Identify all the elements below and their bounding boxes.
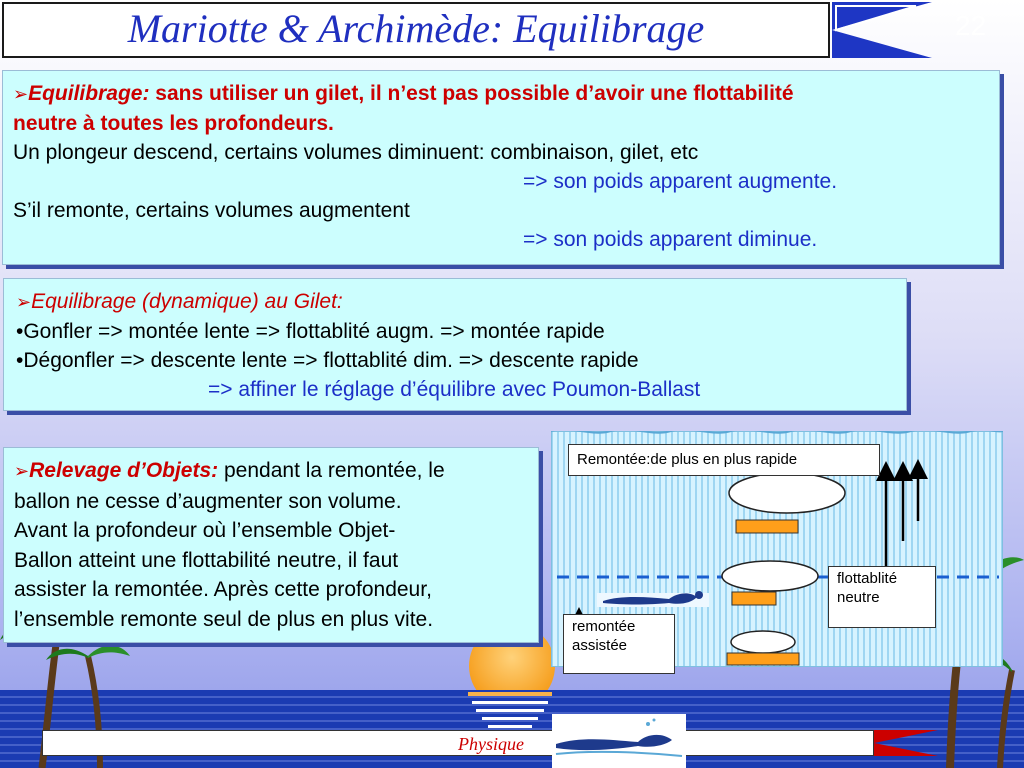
label-remontee-assistee: [563, 614, 675, 674]
footer-label: Physique: [458, 734, 524, 754]
label-assist-line-2: assistée: [572, 637, 628, 654]
relevage-panel: [3, 447, 539, 643]
relevage-line-5: assister la remontée. Après cette profondeur,: [14, 578, 432, 601]
diver-icon: [597, 591, 709, 607]
object-bottom-icon: [727, 653, 799, 665]
equilibrage-panel: [2, 70, 1000, 265]
relevage-line-6: l’ensemble remonte seul de plus en plus vite.: [14, 607, 434, 631]
balloon-medium-icon: [722, 561, 818, 591]
gilet-heading-line: [16, 287, 894, 317]
slide-title: Mariotte & Archimède: Equilibrage: [2, 2, 830, 58]
label-remontee-rapide: Remontée:de plus en plus rapide: [568, 444, 880, 476]
footer-pennant-icon: [874, 730, 938, 756]
equilibrage-line-5: S’il remonte, certains volumes augmentent: [13, 199, 410, 222]
balloon-small-icon: [731, 631, 795, 653]
arrow-bullet-icon: ➢: [13, 84, 29, 104]
gilet-conclusion: => affiner le réglage d’équilibre avec Poumon-Ballast: [208, 378, 701, 401]
gilet-heading: Equilibrage (dynamique) au Gilet:: [31, 290, 343, 313]
label-neutre-line-1: flottablité: [837, 570, 898, 587]
pennant-flag-icon: [832, 2, 932, 58]
equilibrage-line-1-text: sans utiliser un gilet, il n’est pas possible d’avoir une flottabilité: [149, 82, 794, 105]
equilibrage-line-2: neutre à toutes les profondeurs.: [13, 112, 334, 135]
arrow-bullet-icon: ➢: [16, 292, 32, 312]
label-neutre-line-2: neutre: [837, 589, 880, 606]
relevage-line-1-text: pendant la remontée, le: [218, 459, 445, 482]
diver-logo-icon: [552, 714, 686, 768]
equilibrage-line-4: => son poids apparent augmente.: [523, 170, 838, 193]
relevage-line-2: ballon ne cesse d’augmenter son volume.: [14, 489, 402, 513]
equilibrage-line-6: => son poids apparent diminue.: [523, 228, 818, 251]
arrow-bullet-icon: ➢: [14, 461, 30, 481]
equilibrage-label: Equilibrage:: [28, 82, 150, 105]
object-middle-icon: [732, 592, 776, 605]
equilibrage-line-1: [13, 79, 989, 109]
balloon-large-icon: [729, 473, 845, 513]
relevage-line-4: Ballon atteint une flottabilité neutre, il faut: [14, 548, 399, 572]
gilet-bullet-2: •Dégonfler => descente lente => flottablité dim. => descente rapide: [16, 349, 639, 372]
slide-number: 22: [955, 10, 987, 41]
gilet-panel: [3, 278, 907, 411]
relevage-label: Relevage d’Objets:: [29, 459, 219, 482]
label-flottabilite-neutre: [828, 566, 936, 628]
equilibrage-line-3: Un plongeur descend, certains volumes diminuent: combinaison, gilet, etc: [13, 141, 699, 164]
relevage-line-3: Avant la profondeur où l’ensemble Objet-: [14, 519, 396, 542]
relevage-line-1: [14, 456, 528, 487]
gilet-bullet-1: •Gonfler => montée lente => flottablité augm. => montée rapide: [16, 320, 605, 343]
object-top-icon: [736, 520, 798, 533]
label-assist-line-1: remontée: [572, 618, 636, 635]
